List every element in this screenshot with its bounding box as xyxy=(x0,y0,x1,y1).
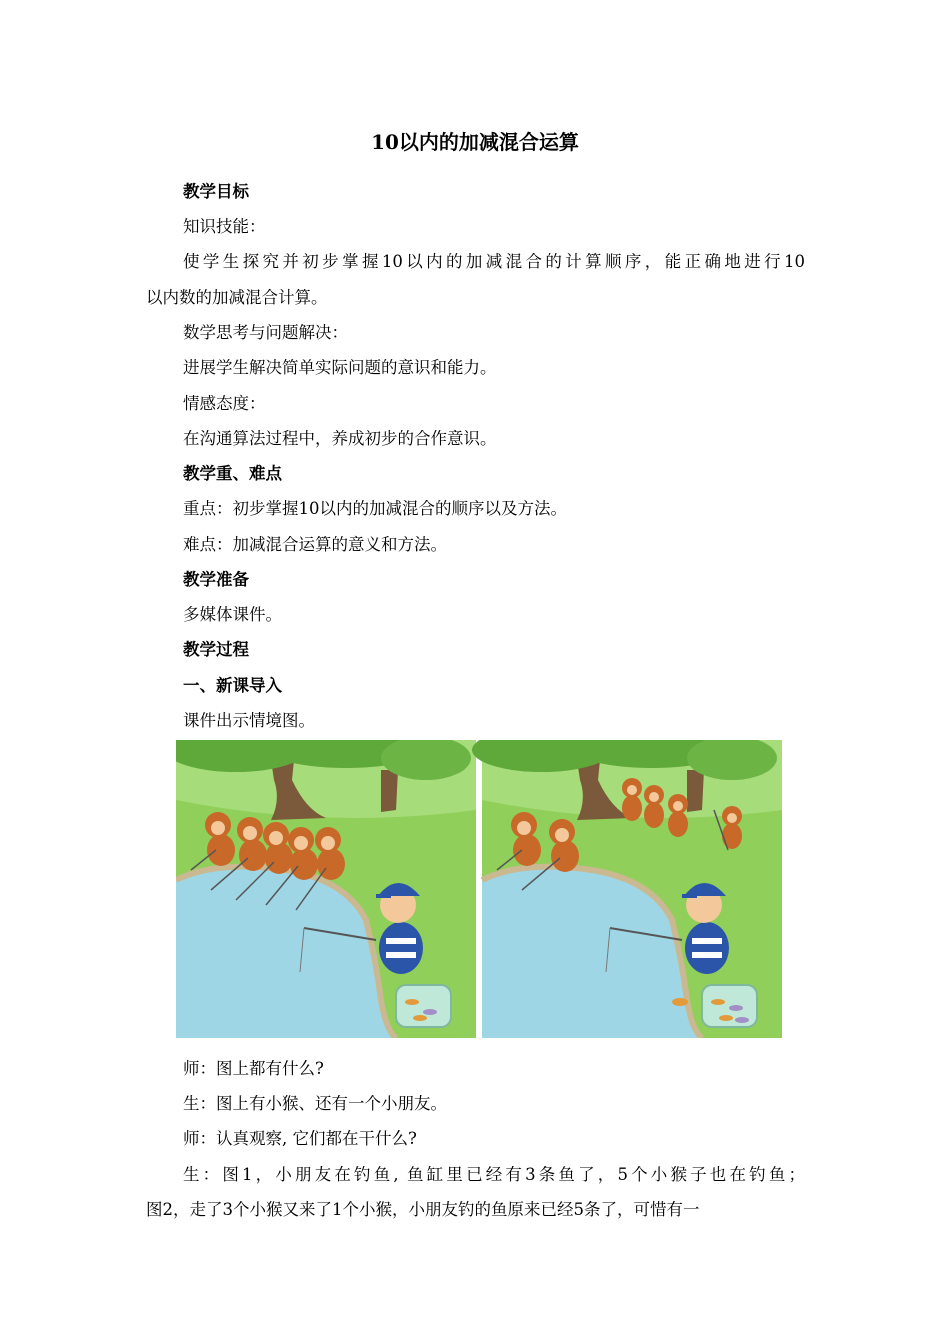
dialogue-line: 生：图上有小猴、还有一个小朋友。 xyxy=(183,1094,447,1113)
dialogue-line: 师：认真观察, 它们都在干什么? xyxy=(183,1129,417,1148)
section-heading-objectives: 教学目标 xyxy=(183,182,249,201)
paragraph-line: 课件出示情境图。 xyxy=(183,711,315,730)
paragraph-line: 以内数的加减混合计算。 xyxy=(146,288,328,307)
section-heading-process: 教学过程 xyxy=(183,640,249,659)
subheading-knowledge-skills: 知识技能： xyxy=(183,217,266,236)
dialogue-line: 生：图1，小朋友在钓鱼, 鱼缸里已经有3条鱼了，5个小猴子也在钓鱼； xyxy=(183,1165,805,1184)
situation-illustration xyxy=(176,740,782,1038)
paragraph-line: 在沟通算法过程中，养成初步的合作意识。 xyxy=(183,429,497,448)
section-heading-intro: 一、新课导入 xyxy=(183,676,282,695)
paragraph-line: 使学生探究并初步掌握10以内的加减混合的计算顺序，能正确地进行10 xyxy=(183,252,805,271)
subheading-attitude: 情感态度： xyxy=(183,394,266,413)
illustration-panel-1 xyxy=(176,740,476,1038)
dialogue-line: 师：图上都有什么? xyxy=(183,1059,324,1078)
section-heading-preparation: 教学准备 xyxy=(183,570,249,589)
paragraph-line: 多媒体课件。 xyxy=(183,605,282,624)
illustration-panel-2 xyxy=(472,740,782,1038)
dialogue-line: 图2，走了3个小猴又来了1个小猴，小朋友钓的鱼原来已经5条了，可惜有一 xyxy=(146,1200,700,1219)
section-heading-key-points: 教学重、难点 xyxy=(183,464,282,483)
paragraph-line: 重点：初步掌握10以内的加减混合的顺序以及方法。 xyxy=(183,499,567,518)
paragraph-line: 难点：加减混合运算的意义和方法。 xyxy=(183,535,447,554)
document-title: 10以内的加减混合运算 xyxy=(371,130,579,154)
subheading-thinking: 数学思考与问题解决： xyxy=(183,323,348,342)
paragraph-line: 进展学生解决简单实际问题的意识和能力。 xyxy=(183,358,497,377)
